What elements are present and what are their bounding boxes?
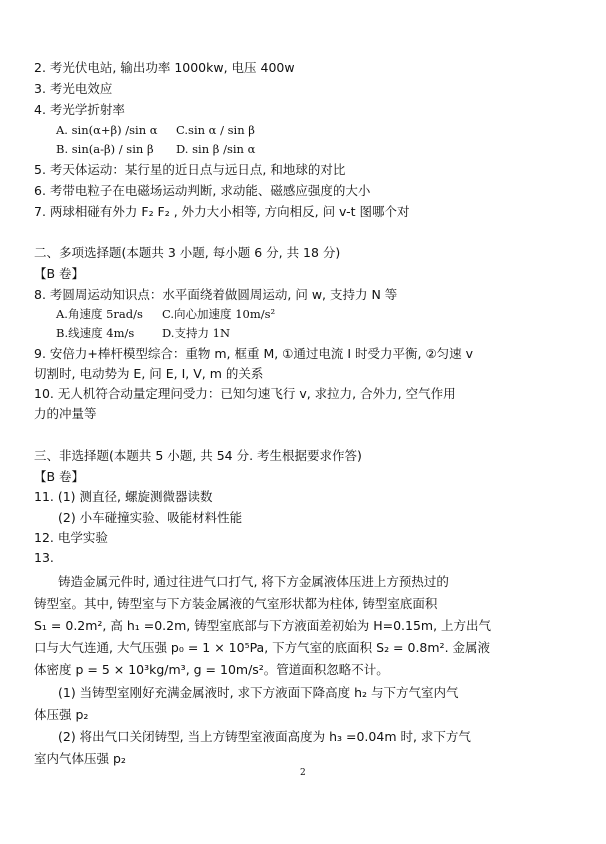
q9-line-2: 切割时, 电动势为 E, 问 E, I, V, m 的关系 [34,366,264,381]
q13-subq2-line-2: 室内气体压强 p₂ [34,751,126,766]
q11-part-1: 11. (1) 测直径, 螺旋测微器读数 [34,489,213,504]
q8-option-d: D.支持力 1N [162,326,231,340]
q13-paragraph-line-3: S₁ = 0.2m², 高 h₁ =0.2m, 铸型室底部与下方液面差初始为 H=0.15m, 上方出气 [34,618,492,633]
q5-text: 5. 考天体运动：某行星的近日点与远日点, 和地球的对比 [34,162,346,177]
q8-option-a: A.角速度 5rad/s [56,307,143,321]
q11-part-2: (2) 小车碰撞实验、吸能材料性能 [58,510,243,525]
q13-paragraph-line-1: 铸造金属元件时, 通过往进气口打气, 将下方金属液体压进上方预热过的 [58,574,449,589]
section2-tag: 【B 卷】 [34,266,85,281]
section3-tag: 【B 卷】 [34,469,85,484]
section2-title: 二、多项选择题(本题共 3 小题, 每小题 6 分, 共 18 分) [34,245,341,260]
q13-subq2-line-1: (2) 将出气口关闭铸型, 当上方铸型室液面高度为 h₃ =0.04m 时, 求下方气 [58,729,471,744]
q13-paragraph-line-5: 体密度 p = 5 × 10³kg/m³, g = 10m/s²。管道面积忽略不计。 [34,662,389,677]
q13-number: 13. [34,550,54,565]
q8-text: 8. 考圆周运动知识点：水平面绕着做圆周运动, 问 w, 支持力 N 等 [34,287,398,302]
q13-paragraph-line-2: 铸型室。其中, 铸型室与下方装金属液的气室形状都为柱体, 铸型室底面积 [34,596,438,611]
page-number: 2 [300,768,306,778]
q13-subq1-line-1: (1) 当铸型室刚好充满金属液时, 求下方液面下降高度 h₂ 与下方气室内气 [58,685,459,700]
q10-line-1: 10. 无人机符合动量定理问受力：已知匀速飞行 v, 求拉力, 合外力, 空气作用 [34,386,456,401]
section3-title: 三、非选择题(本题共 5 小题, 共 54 分. 考生根据要求作答) [34,448,362,463]
q4-option-b: B. sin(a-β) / sin β [56,142,154,156]
q4-option-a: A. sin(α+β) /sin α [56,123,158,137]
q4-option-d: D. sin β /sin α [176,142,256,156]
q3-text: 3. 考光电效应 [34,81,113,96]
q6-text: 6. 考带电粒子在电磁场运动判断, 求动能、磁感应强度的大小 [34,183,371,198]
q4-option-c: C.sin α / sin β [176,123,255,137]
q10-line-2: 力的冲量等 [34,406,97,421]
q13-subq1-line-2: 体压强 p₂ [34,707,89,722]
q2-text: 2. 考光伏电站, 输出功率 1000kw, 电压 400w [34,60,295,75]
q8-option-b: B.线速度 4m/s [56,326,135,340]
q8-option-c: C.向心加速度 10m/s² [162,307,276,321]
q7-text: 7. 两球相碰有外力 F₂ F₂ , 外力大小相等, 方向相反, 问 v-t 图哪个对 [34,204,410,219]
q12-text: 12. 电学实验 [34,530,108,545]
q4-text: 4. 考光学折射率 [34,102,125,117]
q9-line-1: 9. 安倍力+棒杆模型综合：重物 m, 框重 M, ①通过电流 I 时受力平衡, ②匀速 v [34,346,474,361]
q13-paragraph-line-4: 口与大气连通, 大气压强 p₀ = 1 × 10⁵Pa, 下方气室的底面积 S₂ = 0.8m². 金属液 [34,640,491,655]
